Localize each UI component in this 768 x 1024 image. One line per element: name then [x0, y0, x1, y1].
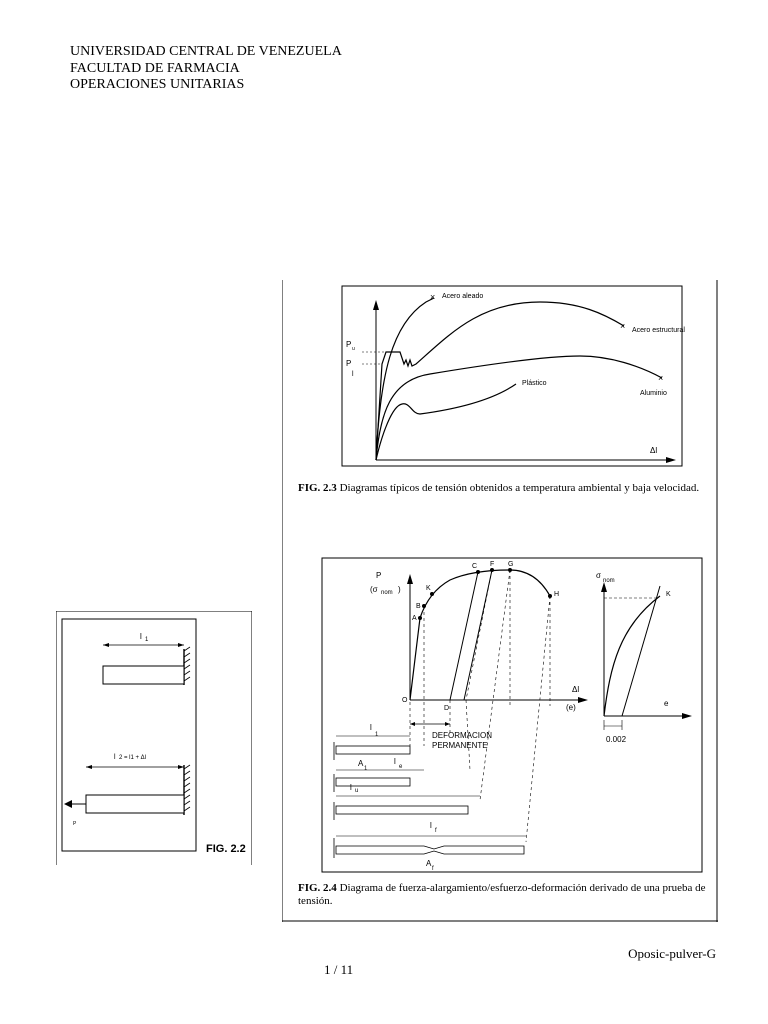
footer-document-code: Oposic-pulver-G: [628, 946, 716, 961]
label-sigma-nom-sub: nom: [381, 590, 393, 596]
figure-2-3-drawing: [340, 284, 686, 470]
label-dl: Δl: [572, 685, 580, 694]
caption-fig-2-3-text: Diagramas típicos de tensión obtenidos a temperatura ambiental y baja velocidad.: [339, 482, 700, 494]
bar-loaded: [86, 795, 184, 813]
inset-offset-line: [622, 586, 660, 716]
point-a: A: [412, 615, 417, 622]
label-aluminio: Aluminio: [640, 390, 667, 397]
label-af: A: [426, 859, 432, 868]
caption-fig-2-3: [298, 482, 708, 495]
caption-fig-2-3-label: FIG. 2.3: [298, 482, 337, 494]
label-l2: l: [114, 754, 116, 761]
caption-fig-2-4-label: FIG. 2.4: [298, 882, 337, 894]
point-d: D: [444, 705, 450, 712]
svg-text:×: ×: [658, 373, 664, 383]
svg-text:×: ×: [430, 292, 436, 302]
figure-2-2: [56, 611, 252, 865]
figure-2-4-frame: [322, 558, 702, 872]
caption-fig-2-4-text: Diagrama de fuerza-alargamiento/esfuerzo-deformación derivado de una prueba de tensión.: [298, 882, 706, 907]
figure-2-2-frame: [62, 619, 196, 851]
label-p: P: [73, 821, 77, 827]
caption-fig-2-4: [298, 882, 708, 908]
svg-text:×: ×: [620, 321, 626, 331]
curve-acero-aleado: [376, 298, 434, 460]
inset-e: e: [664, 699, 669, 708]
point-h: H: [554, 591, 560, 598]
bar-unloaded: [103, 666, 184, 684]
label-pu: P: [346, 340, 352, 349]
label-deformacion-1: DEFORMACION: [432, 731, 492, 740]
specimen-original: [336, 746, 410, 754]
unload-line-c: [450, 572, 478, 700]
header-course: OPERACIONES UNITARIAS: [70, 77, 245, 92]
label-e-paren: (e): [566, 703, 576, 712]
document-header: [70, 44, 342, 94]
point-c: C: [472, 563, 478, 570]
point-b: B: [416, 603, 421, 610]
inset-value: 0.002: [606, 735, 627, 744]
label-l1-sub: 1: [145, 637, 149, 643]
label-a1: A: [358, 759, 364, 768]
point-f: F: [490, 561, 495, 568]
label-lf-sub: f: [435, 828, 437, 834]
inset-sigma: σ: [596, 571, 601, 580]
label-af-sub: f: [432, 866, 434, 872]
label-l1: l: [370, 723, 372, 732]
header-university: UNIVERSIDAD CENTRAL DE VENEZUELA: [70, 44, 342, 59]
inset-sigma-sub: nom: [603, 578, 615, 584]
right-figures-column: [282, 280, 718, 922]
point-g: G: [508, 561, 514, 568]
curve-aluminio: [376, 356, 662, 460]
label-lu-sub: u: [355, 788, 359, 794]
label-l1-sub: 1: [375, 732, 379, 738]
label-sigma-nom-close: ): [398, 585, 401, 594]
label-pu-sub: u: [352, 346, 355, 352]
label-l1: l: [140, 632, 142, 641]
label-lu: l: [350, 783, 352, 792]
figure-2-4-drawing: [320, 556, 706, 876]
label-deformacion-2: PERMANENTE: [432, 741, 488, 750]
header-faculty: FACULTAD DE FARMACIA: [70, 60, 240, 76]
stress-strain-curve: [410, 570, 550, 700]
figure-2-2-drawing: [56, 611, 252, 865]
curve-acero-estructural: [376, 302, 624, 460]
label-sigma-nom: (σ: [370, 585, 378, 594]
page-number: 1 / 11: [324, 962, 354, 977]
label-acero-estructural: Acero estructural: [632, 327, 685, 334]
label-acero-aleado: Acero aleado: [442, 293, 484, 300]
label-dl: Δl: [650, 446, 658, 455]
label-le-sub: e: [399, 764, 403, 770]
label-p: P: [376, 571, 382, 580]
label-le: l: [394, 757, 396, 766]
specimen-fracture: [336, 846, 524, 854]
label-lf: l: [430, 821, 432, 830]
label-pl: P: [346, 359, 352, 368]
specimen-ultimate: [336, 806, 468, 814]
label-pl-sub: l: [352, 371, 354, 378]
figure-2-3-frame: [342, 286, 682, 466]
label-a1-sub: 1: [364, 766, 368, 772]
specimen-elastic: [336, 778, 410, 786]
label-plastico: Plástico: [522, 380, 547, 387]
projection-lines: [410, 570, 550, 842]
inset-k: K: [666, 591, 671, 598]
point-k: K: [426, 585, 431, 592]
label-l2-eq: 2 = l1 + Δl: [119, 755, 147, 761]
caption-fig-2-2: FIG. 2.2: [206, 843, 246, 855]
point-o: O: [402, 697, 408, 704]
curve-plastico: [376, 384, 516, 460]
